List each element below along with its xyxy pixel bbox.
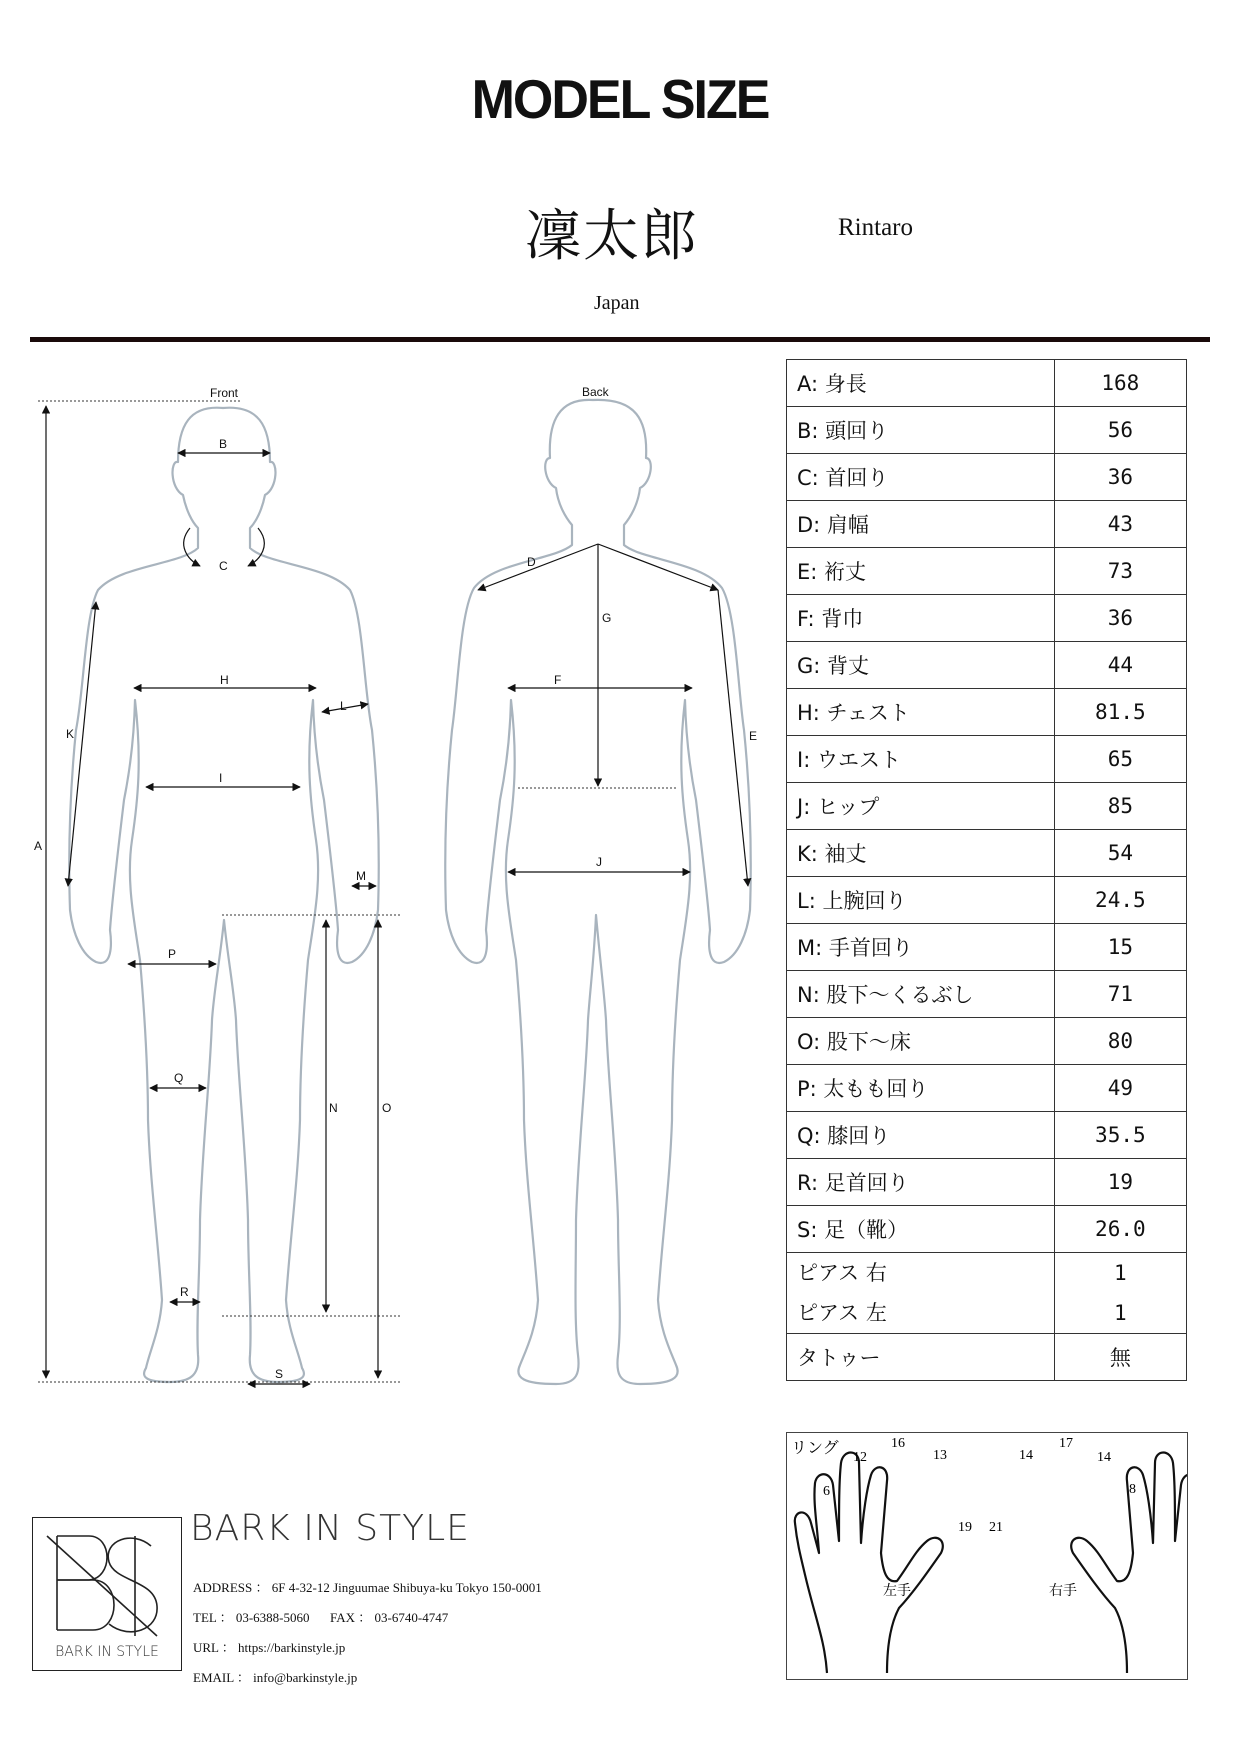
tattoo-value: 無 [1054,1334,1186,1381]
left-hand-outline [795,1453,943,1674]
measurement-row [787,1065,1187,1112]
measurement-row [787,548,1187,595]
measurement-value: 85 [1054,783,1186,830]
measurement-row [787,1112,1187,1159]
measurement-label: A: 身長 [787,360,1055,407]
measurement-label: H: チェスト [787,689,1055,736]
hands-diagram [787,1433,1187,1679]
label-n: N [329,1101,338,1115]
reference-lines [38,401,678,1382]
left-middle-size: 16 [891,1436,905,1451]
label-j: J [596,855,602,869]
measurement-row [787,360,1187,407]
label-q: Q [174,1071,184,1085]
measurement-value: 35.5 [1054,1112,1186,1159]
measurement-value: 73 [1054,548,1186,595]
measurement-table [786,359,1187,1381]
ring-size-panel [786,1432,1188,1680]
tattoo-label: タトゥー [787,1334,1055,1381]
measurement-label: J: ヒップ [787,783,1055,830]
footer-url: URL ： https://barkinstyle.jp [193,1640,346,1655]
label-h: H [220,673,229,687]
measurement-row [787,736,1187,783]
measurement-row [787,454,1187,501]
left-ring-size: 12 [853,1450,867,1465]
measurement-value: 24.5 [1054,877,1186,924]
right-hand-label: 右手 [1049,1583,1077,1599]
piercing-left-label: ピアス 左 [797,1301,887,1325]
piercing-right-label: ピアス 右 [797,1261,887,1285]
right-thumb-size: 21 [989,1520,1003,1535]
measurement-label: C: 首回り [787,454,1055,501]
label-m: M [356,869,366,883]
measurement-label: S: 足（靴） [787,1206,1055,1253]
label-e: E [749,729,758,743]
measurement-label: M: 手首回り [787,924,1055,971]
measurement-row [787,783,1187,830]
measurement-row [787,830,1187,877]
label-f: F [554,673,562,687]
measurement-row [787,1018,1187,1065]
measurement-label: O: 股下〜床 [787,1018,1055,1065]
logo-caption: BARK IN STYLE [55,1644,159,1660]
measurement-value: 71 [1054,971,1186,1018]
ring-title: リング [791,1438,839,1457]
measurement-row [787,877,1187,924]
measurement-row [787,501,1187,548]
label-d: D [527,555,536,569]
measurement-label: I: ウエスト [787,736,1055,783]
measurement-label: D: 肩幅 [787,501,1055,548]
left-index-size: 13 [933,1448,947,1463]
measurement-value: 49 [1054,1065,1186,1112]
measurement-row [787,642,1187,689]
page-title: MODEL SIZE [471,69,769,131]
measurement-value: 168 [1054,360,1186,407]
bs-monogram [33,1518,181,1670]
measurement-row [787,1159,1187,1206]
right-pinky-size: 8 [1129,1482,1136,1497]
brand-name: BARK IN STYLE [190,1508,470,1549]
measurement-label: E: 裄丈 [787,548,1055,595]
right-middle-size: 17 [1059,1436,1073,1451]
measurement-value: 81.5 [1054,689,1186,736]
model-name-english: Rintaro [838,214,913,241]
measurement-value: 65 [1054,736,1186,783]
measurement-label: N: 股下〜くるぶし [787,971,1055,1018]
measurement-value: 44 [1054,642,1186,689]
label-a: A [34,839,43,853]
footer-tel: TEL ： 03-6388-5060 [193,1610,310,1625]
piercing-right-value: 1 [1114,1261,1127,1285]
label-l: L [340,699,347,713]
tattoo-row [787,1334,1187,1381]
measurement-label: K: 袖丈 [787,830,1055,877]
measurement-arrows [46,406,748,1384]
piercing-row [787,1253,1187,1334]
footer-address: ADDRESS ： 6F 4-32-12 Jinguumae Shibuya-ku Tokyo 150-0001 [193,1580,542,1595]
measurement-row [787,924,1187,971]
left-pinky-size: 6 [823,1484,830,1499]
measurement-label: B: 頭回り [787,407,1055,454]
footer-email: EMAIL ： info@barkinstyle.jp [193,1670,358,1685]
measurement-row [787,595,1187,642]
measurement-row [787,1206,1187,1253]
label-o: O [382,1101,392,1115]
right-ring-size: 14 [1097,1450,1111,1465]
label-c: C [219,559,228,573]
measurement-label: F: 背巾 [787,595,1055,642]
model-name-japanese: 凜太郎 [525,204,699,269]
front-label: Front [210,386,239,400]
piercing-left-value: 1 [1114,1301,1127,1325]
label-r: R [180,1285,189,1299]
label-i: I [219,771,223,785]
measurement-value: 36 [1054,454,1186,501]
measurement-label: G: 背丈 [787,642,1055,689]
model-country: Japan [594,292,640,314]
measurement-value: 43 [1054,501,1186,548]
label-b: B [219,437,228,451]
left-thumb-size: 19 [958,1520,972,1535]
measurement-value: 54 [1054,830,1186,877]
back-label: Back [582,385,609,399]
label-g: G [602,611,612,625]
label-k: K [66,727,75,741]
measurement-label: P: 太もも回り [787,1065,1055,1112]
brand-logo [32,1517,182,1671]
measurement-value: 19 [1054,1159,1186,1206]
front-body-outline [69,408,379,1382]
left-hand-label: 左手 [883,1583,911,1599]
measurement-value: 56 [1054,407,1186,454]
measurement-value: 26.0 [1054,1206,1186,1253]
measurement-value: 80 [1054,1018,1186,1065]
measurement-label: L: 上腕回り [787,877,1055,924]
footer-fax: FAX ： 03-6740-4747 [330,1610,449,1625]
measurement-label: R: 足首回り [787,1159,1055,1206]
measurement-row [787,407,1187,454]
measurement-row [787,689,1187,736]
right-index-size: 14 [1019,1448,1033,1463]
body-measurement-diagram [0,340,780,1400]
measurement-value: 15 [1054,924,1186,971]
label-p: P [168,947,177,961]
measurement-row [787,971,1187,1018]
measurement-value: 36 [1054,595,1186,642]
label-s: S [275,1367,284,1381]
ring-sizes [823,1436,1136,1535]
measurement-label: Q: 膝回り [787,1112,1055,1159]
